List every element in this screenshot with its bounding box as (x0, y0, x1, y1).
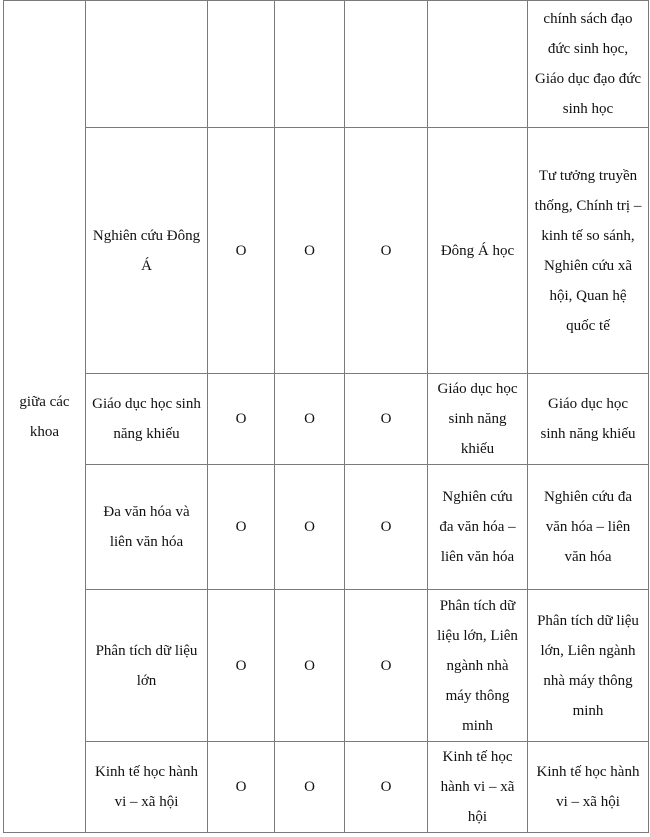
mark-cell: O (275, 128, 345, 374)
mark-cell: O (208, 742, 275, 833)
mark-cell: O (208, 590, 275, 742)
table-cell (428, 1, 528, 128)
mark-cell: O (208, 465, 275, 590)
tracks-cell: Kinh tế học hành vi – xã hội (528, 742, 649, 833)
category-cell: giữa các khoa (4, 1, 86, 833)
mark-cell: O (345, 742, 428, 833)
table-cell (275, 1, 345, 128)
mark-cell: O (208, 128, 275, 374)
mark-cell: O (275, 742, 345, 833)
program-name: Phân tích dữ liệu lớn (86, 590, 208, 742)
major-cell: Đông Á học (428, 128, 528, 374)
program-name: Giáo dục học sinh năng khiếu (86, 374, 208, 465)
tracks-cell: Tư tưởng truyền thống, Chính trị – kinh tế so sánh, Nghiên cứu xã hội, Quan hệ quốc tế (528, 128, 649, 374)
major-cell: Phân tích dữ liệu lớn, Liên ngành nhà máy thông minh (428, 590, 528, 742)
table-cell (208, 1, 275, 128)
major-cell: Nghiên cứu đa văn hóa – liên văn hóa (428, 465, 528, 590)
mark-cell: O (345, 590, 428, 742)
table-row (4, 742, 649, 833)
program-name: Đa văn hóa và liên văn hóa (86, 465, 208, 590)
program-name: Nghiên cứu Đông Á (86, 128, 208, 374)
mark-cell: O (345, 374, 428, 465)
mark-cell: O (208, 374, 275, 465)
mark-cell: O (275, 374, 345, 465)
mark-cell: O (275, 465, 345, 590)
table-row (4, 374, 649, 465)
table-row (4, 465, 649, 590)
tracks-cell: chính sách đạo đức sinh học, Giáo dục đạo đức sinh học (528, 1, 649, 128)
table-row (4, 1, 649, 128)
table-cell (345, 1, 428, 128)
mark-cell: O (345, 128, 428, 374)
major-cell: Giáo dục học sinh năng khiếu (428, 374, 528, 465)
table-cell (86, 1, 208, 128)
tracks-cell: Nghiên cứu đa văn hóa – liên văn hóa (528, 465, 649, 590)
tracks-cell: Phân tích dữ liệu lớn, Liên ngành nhà máy thông minh (528, 590, 649, 742)
program-table (3, 0, 649, 833)
table-row (4, 590, 649, 742)
major-cell: Kinh tế học hành vi – xã hội (428, 742, 528, 833)
tracks-cell: Giáo dục học sinh năng khiếu (528, 374, 649, 465)
mark-cell: O (275, 590, 345, 742)
table-row (4, 128, 649, 374)
program-name: Kinh tế học hành vi – xã hội (86, 742, 208, 833)
mark-cell: O (345, 465, 428, 590)
